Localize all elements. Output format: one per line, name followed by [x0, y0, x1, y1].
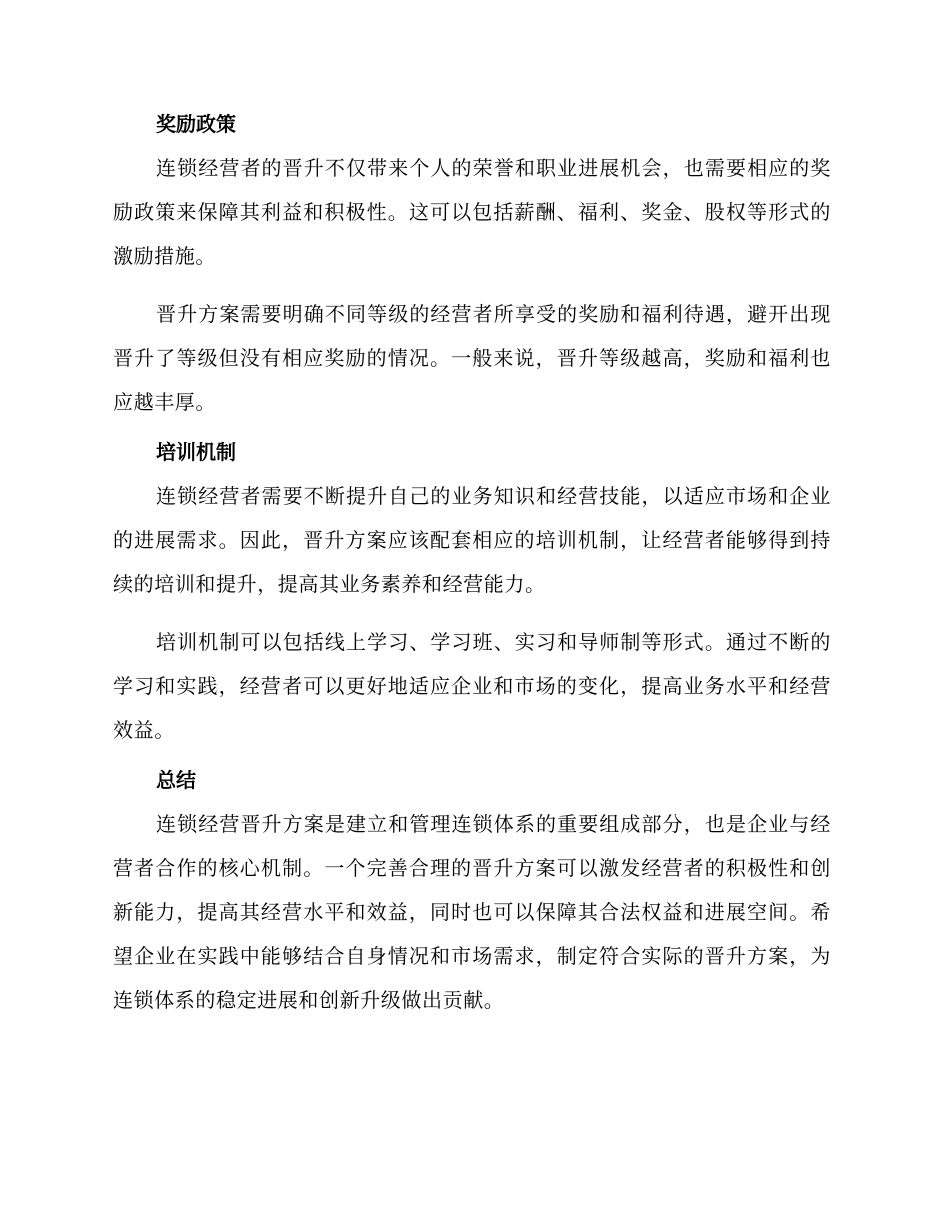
section-heading-summary: 总结 — [156, 768, 196, 792]
paragraph: 连锁经营晋升方案是建立和管理连锁体系的重要组成部分，也是企业与经营者合作的核心机制。一个完善合理的晋升方案可以激发经营者的积极性和创新能力，提高其经营水平和效益，同时也可以保障其合法权益和进展空间。希望企业在实践中能够结合自身情况和市场需求，制定符合实际的晋升方案，为连锁体系的稳定进展和创新升级做出贡献。 — [113, 812, 831, 1012]
paragraph: 连锁经营者的晋升不仅带来个人的荣誉和职业进展机会，也需要相应的奖励政策来保障其利益和积极性。这可以包括薪酬、福利、奖金、股权等形式的激励措施。 — [113, 156, 831, 268]
document-page — [113, 110, 831, 1022]
paragraph: 晋升方案需要明确不同等级的经营者所享受的奖励和福利待遇，避开出现晋升了等级但没有相应奖励的情况。一般来说，晋升等级越高，奖励和福利也应越丰厚。 — [113, 302, 831, 414]
paragraph: 连锁经营者需要不断提升自己的业务知识和经营技能，以适应市场和企业的进展需求。因此，晋升方案应该配套相应的培训机制，让经营者能够得到持续的培训和提升，提高其业务素养和经营能力。 — [113, 484, 831, 596]
paragraph: 培训机制可以包括线上学习、学习班、实习和导师制等形式。通过不断的学习和实践，经营者可以更好地适应企业和市场的变化，提高业务水平和经营效益。 — [113, 630, 831, 742]
section-heading-training: 培训机制 — [156, 440, 236, 464]
section-heading-reward-policy: 奖励政策 — [156, 112, 236, 136]
